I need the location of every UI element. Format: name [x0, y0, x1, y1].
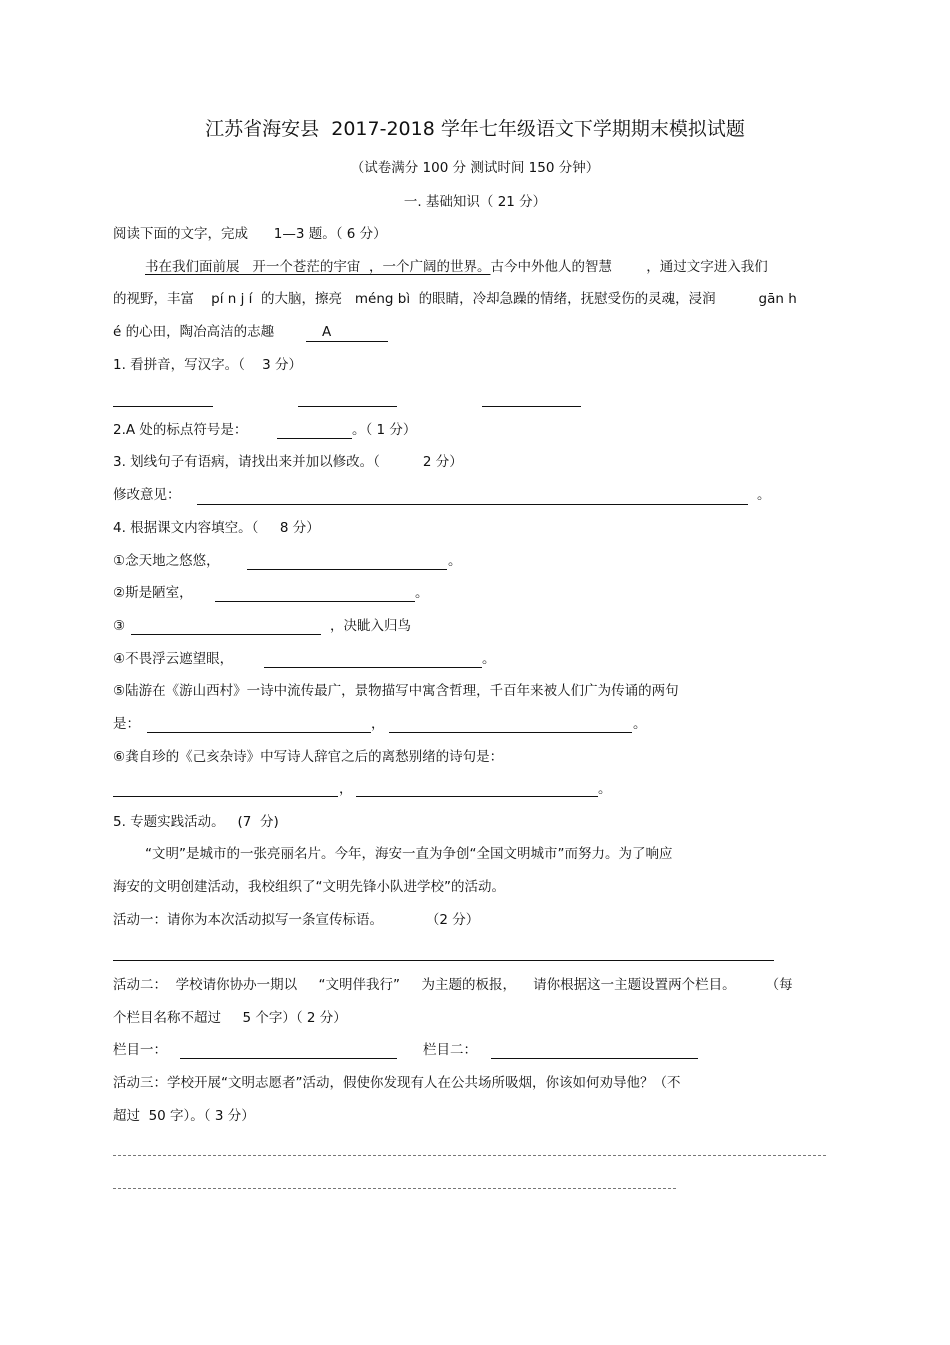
- question-5: 5. 专题实践活动。 (7 分): [113, 814, 279, 830]
- fill-item-4: ④不畏浮云遮望眼，: [113, 651, 234, 667]
- fill-item-3-tail: ，决眦入归鸟: [330, 618, 411, 634]
- answer-blank-4-4[interactable]: [264, 667, 482, 668]
- passage-line-1: [145, 258, 768, 276]
- fill-item-2: ②斯是陋室，: [113, 585, 193, 601]
- answer-blank-4-5b[interactable]: [389, 732, 632, 733]
- answer-blank-slogan[interactable]: [113, 960, 774, 961]
- answer-blank-4-2[interactable]: [215, 601, 415, 602]
- answer-blank-3[interactable]: [197, 504, 748, 505]
- fill-item-5: ⑤陆游在《游山西村》一诗中流传最广，景物描写中寓含哲理，千百年来被人们广为传诵的两句: [113, 683, 679, 699]
- activity-1: 活动一：请你为本次活动拟写一条宣传标语。 （2 分）: [113, 912, 480, 928]
- q5-paragraph-2: 海安的文明创建活动，我校组织了“文明先锋小队进学校”的活动。: [113, 879, 505, 895]
- fill-item-5-tail: 。: [633, 716, 647, 732]
- answer-blank-4-3[interactable]: [131, 634, 321, 635]
- activity-2-line-1: 活动二： 学校请你协办一期以 “文明伴我行” 为主题的板报， 请你根据这一主题设置两个栏目。 （每: [113, 977, 793, 993]
- answer-blank-4-5a[interactable]: [147, 732, 371, 733]
- fill-item-6: ⑥龚自珍的《己亥杂诗》中写诗人辞官之后的离愁别绪的诗句是：: [113, 749, 504, 765]
- fill-item-2-tail: 。: [415, 585, 429, 601]
- answer-blank-4-6b[interactable]: [356, 796, 598, 797]
- answer-blank-4-6a[interactable]: [113, 796, 338, 797]
- exam-info: （试卷满分 100 分 测试时间 150 分钟）: [350, 160, 600, 176]
- fill-item-6-tail: 。: [598, 781, 612, 797]
- question-3-tail: 。: [757, 487, 771, 503]
- activity-2-line-2: 个栏目名称不超过 5 个字）（ 2 分）: [113, 1010, 347, 1026]
- passage-line-1-rest: 古今中外他人的智慧 ，通过文字进入我们: [490, 259, 768, 275]
- fill-item-1: ①念天地之悠悠，: [113, 553, 220, 569]
- fill-item-5-mid: ，: [371, 716, 385, 732]
- fill-item-5-pre: 是：: [113, 716, 140, 732]
- passage-line-2: 的视野，丰富 pí n j í 的大脑，擦亮 méng bì 的眼睛，冷却急躁的情绪，抚慰受伤的灵魂，浸润 gān h: [113, 291, 797, 307]
- reading-intro: 阅读下面的文字，完成 1—3 题。（ 6 分）: [113, 226, 387, 242]
- blank-punctuation-a[interactable]: [306, 341, 388, 342]
- column-2-label: 栏目二：: [423, 1042, 477, 1058]
- activity-3-line-2: 超过 50 字）。（ 3 分）: [113, 1108, 255, 1124]
- answer-blank-4-1[interactable]: [247, 569, 447, 570]
- underlined-sentence: 书在我们面前展 开一个苍茫的宇宙 ，一个广阔的世界。: [145, 259, 491, 275]
- activity-3-line-1: 活动三：学校开展“文明志愿者”活动，假使你发现有人在公共场所吸烟，你该如何劝导他？（不: [113, 1075, 681, 1091]
- answer-line-advice-1[interactable]: [113, 1155, 826, 1156]
- answer-blank-1c[interactable]: [482, 406, 581, 407]
- question-1: 1. 看拼音，写汉字。（ 3 分）: [113, 357, 302, 373]
- passage-line-3: é 的心田，陶冶高洁的志趣: [113, 324, 275, 340]
- answer-line-advice-2[interactable]: [113, 1188, 676, 1189]
- question-4: 4. 根据课文内容填空。（ 8 分）: [113, 520, 320, 536]
- fill-item-1-tail: 。: [448, 553, 462, 569]
- question-2: 2.A 处的标点符号是：: [113, 422, 248, 438]
- question-2-tail: 。（ 1 分）: [352, 422, 417, 438]
- mark-a: A: [322, 324, 332, 340]
- exam-title: 江苏省海安县 2017-2018 学年七年级语文下学期期末模拟试题: [205, 118, 745, 140]
- revision-label: 修改意见：: [113, 487, 181, 503]
- answer-blank-1b[interactable]: [298, 406, 397, 407]
- column-1-label: 栏目一：: [113, 1042, 167, 1058]
- fill-item-4-tail: 。: [482, 651, 496, 667]
- answer-blank-column-1[interactable]: [180, 1058, 397, 1059]
- answer-blank-column-2[interactable]: [491, 1058, 698, 1059]
- fill-item-6-mid: ，: [339, 781, 353, 797]
- fill-item-3: ③: [113, 618, 126, 634]
- answer-blank-2[interactable]: [277, 438, 352, 439]
- answer-blank-1a[interactable]: [113, 406, 213, 407]
- section-heading: 一. 基础知识（ 21 分）: [403, 194, 547, 210]
- q5-paragraph-1: “文明”是城市的一张亮丽名片。今年，海安一直为争创“全国文明城市”而努力。为了响应: [145, 846, 673, 862]
- question-3: 3. 划线句子有语病，请找出来并加以修改。（ 2 分）: [113, 454, 463, 470]
